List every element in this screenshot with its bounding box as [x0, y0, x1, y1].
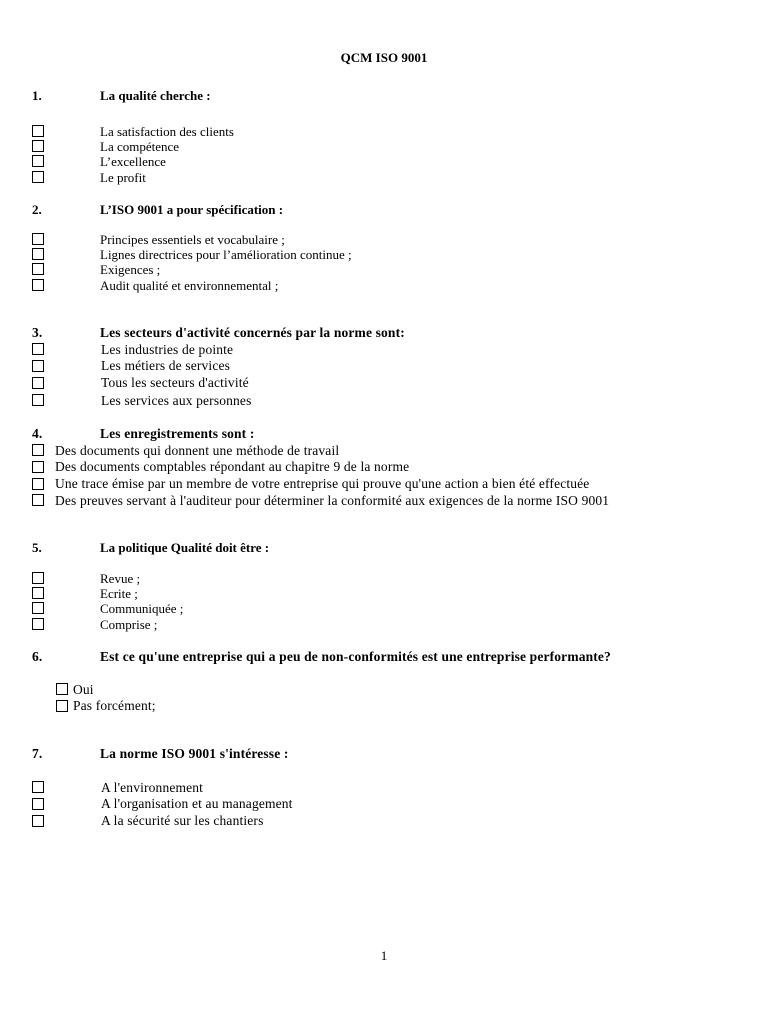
checkbox-4-4[interactable]: [32, 494, 44, 506]
checkbox-2-2[interactable]: [32, 248, 44, 260]
checkbox-1-4[interactable]: [32, 171, 44, 183]
checkbox-4-1[interactable]: [32, 444, 44, 456]
question-6: [32, 649, 611, 665]
option-label: Les services aux personnes: [101, 393, 252, 408]
option-label: A la sécurité sur les chantiers: [101, 813, 264, 828]
checkbox-3-4[interactable]: [32, 394, 44, 406]
checkbox-1-1[interactable]: [32, 125, 44, 137]
checkbox-2-3[interactable]: [32, 263, 44, 275]
option-label: A l'environnement: [101, 780, 204, 795]
option-label: Une trace émise par un membre de votre entreprise qui prouve qu'une action a bien été effectuée: [55, 476, 590, 491]
checkbox-7-1[interactable]: [32, 781, 44, 793]
question-4: [32, 426, 255, 442]
checkbox-5-3[interactable]: [32, 602, 44, 614]
option-label: Principes essentiels et vocabulaire ;: [100, 232, 285, 247]
checkbox-1-3[interactable]: [32, 155, 44, 167]
option-label: Oui: [73, 682, 94, 697]
option-label: Communiquée ;: [100, 601, 184, 616]
option-label: Tous les secteurs d'activité: [101, 375, 249, 390]
option-label: Revue ;: [100, 571, 141, 586]
question-text: Les enregistrements sont :: [100, 426, 255, 441]
question-text: Les secteurs d'activité concernés par la norme sont:: [100, 325, 405, 340]
option-label: Des preuves servant à l'auditeur pour déterminer la conformité aux exigences de la norme ISO 9001: [55, 493, 610, 508]
checkbox-6-1[interactable]: [56, 683, 68, 695]
option-label: Le profit: [100, 170, 146, 185]
checkbox-7-3[interactable]: [32, 815, 44, 827]
option-label: Les industries de pointe: [101, 342, 234, 357]
question-text: La qualité cherche :: [100, 88, 211, 103]
page-title: QCM ISO 9001: [340, 50, 428, 65]
option-label: La satisfaction des clients: [100, 124, 234, 139]
checkbox-4-3[interactable]: [32, 478, 44, 490]
question-text: La politique Qualité doit être :: [100, 540, 270, 555]
option-label: Audit qualité et environnemental ;: [100, 278, 279, 293]
question-number: 7.: [32, 746, 43, 761]
question-3: [32, 325, 405, 341]
page-number: 1: [380, 948, 388, 963]
question-number: 6.: [32, 649, 43, 664]
question-number: 5.: [32, 540, 42, 555]
question-number: 4.: [32, 426, 43, 441]
option-label: L’excellence: [100, 154, 166, 169]
question-5: [32, 540, 269, 556]
question-number: 2.: [32, 202, 42, 217]
option-label: Les métiers de services: [101, 358, 231, 373]
question-2: [32, 202, 283, 218]
checkbox-4-2[interactable]: [32, 461, 44, 473]
question-text: L’ISO 9001 a pour spécification :: [100, 202, 284, 217]
option-label: Lignes directrices pour l’amélioration continue ;: [100, 247, 352, 262]
checkbox-3-3[interactable]: [32, 377, 44, 389]
option-label: A l'organisation et au management: [101, 796, 293, 811]
option-label: Des documents qui donnent une méthode de travail: [55, 443, 340, 458]
option-label: Des documents comptables répondant au chapitre 9 de la norme: [55, 459, 410, 474]
checkbox-5-2[interactable]: [32, 587, 44, 599]
question-text: La norme ISO 9001 s'intéresse :: [100, 746, 289, 761]
checkbox-2-4[interactable]: [32, 279, 44, 291]
option-label: La compétence: [100, 139, 180, 154]
checkbox-7-2[interactable]: [32, 798, 44, 810]
checkbox-5-1[interactable]: [32, 572, 44, 584]
checkbox-2-1[interactable]: [32, 233, 44, 245]
question-7: [32, 746, 289, 762]
question-1: [32, 88, 211, 104]
option-label: Exigences ;: [100, 262, 161, 277]
question-number: 1.: [32, 88, 42, 103]
checkbox-6-2[interactable]: [56, 700, 68, 712]
checkbox-1-2[interactable]: [32, 140, 44, 152]
checkbox-3-2[interactable]: [32, 360, 44, 372]
option-label: Comprise ;: [100, 617, 158, 632]
checkbox-5-4[interactable]: [32, 618, 44, 630]
question-number: 3.: [32, 325, 43, 340]
checkbox-3-1[interactable]: [32, 343, 44, 355]
question-text: Est ce qu'une entreprise qui a peu de non-conformités est une entreprise performante?: [100, 649, 611, 664]
option-label: Ecrite ;: [100, 586, 138, 601]
option-label: Pas forcément;: [73, 698, 156, 713]
